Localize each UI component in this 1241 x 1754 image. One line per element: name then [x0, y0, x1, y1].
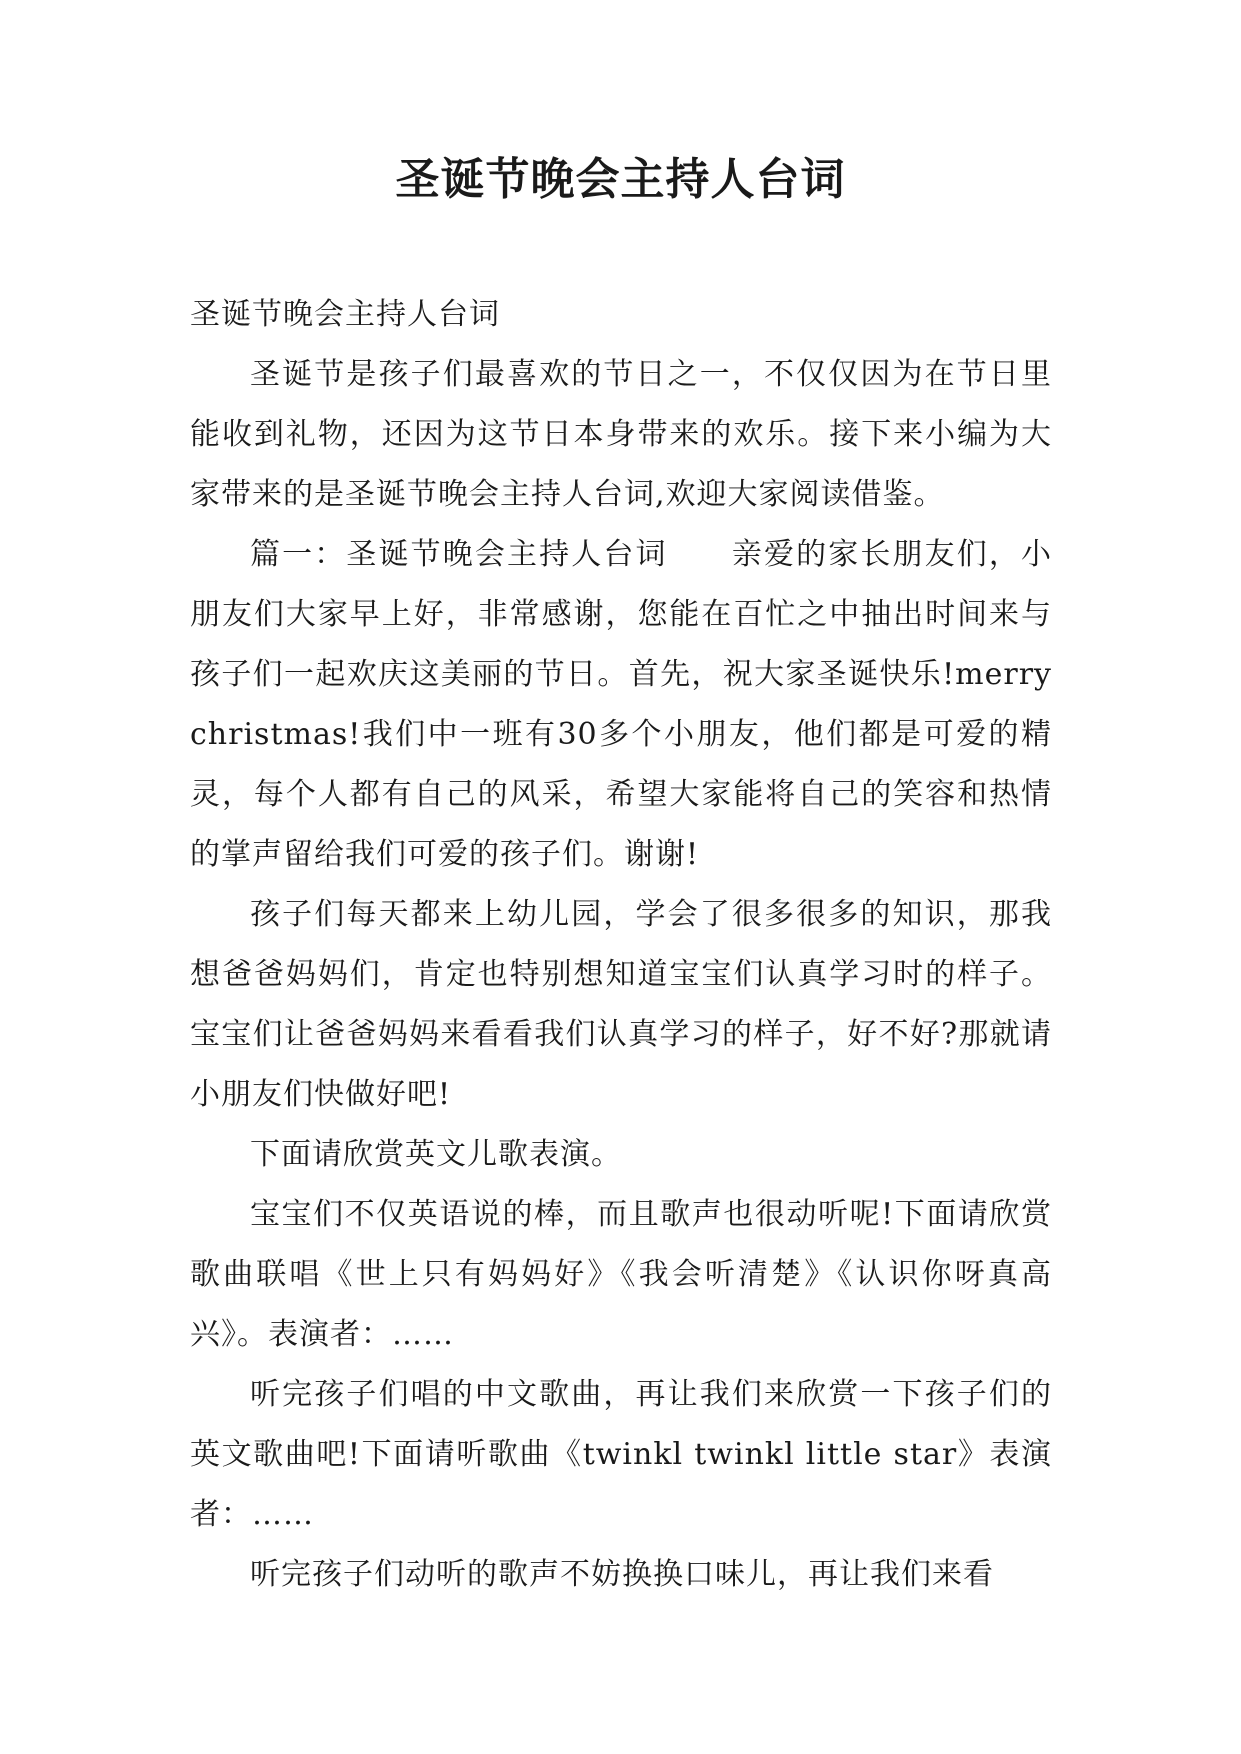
paragraph-next-act: 听完孩子们动听的歌声不妨换换口味儿，再让我们来看: [250, 1557, 994, 1592]
paragraph-learning: 孩子们每天都来上幼儿园，学会了很多很多的知识，那我想爸爸妈妈们，肯定也特别想知道宝宝们认真学习时的样子。宝宝们让爸爸妈妈来看看我们认真学习的样子，好不好?那就请小朋友们快做好吧!: [190, 897, 1052, 1112]
document-title: 圣诞节晚会主持人台词: [395, 154, 846, 205]
document-body: [190, 285, 1052, 1605]
paragraph-medley: 宝宝们不仅英语说的棒，而且歌声也很动听呢!下面请欣赏歌曲联唱《世上只有妈妈好》《我会听清楚》《认识你呀真高兴》。表演者：……: [190, 1197, 1052, 1352]
paragraph-english-song: 听完孩子们唱的中文歌曲，再让我们来欣赏一下孩子们的英文歌曲吧!下面请听歌曲《twinkl twinkl little star》表演者：……: [190, 1377, 1052, 1532]
paragraph-english-song-show: 下面请欣赏英文儿歌表演。: [250, 1137, 622, 1172]
paragraph-intro: 圣诞节是孩子们最喜欢的节日之一，不仅仅因为在节日里能收到礼物，还因为这节日本身带来的欢乐。接下来小编为大家带来的是圣诞节晚会主持人台词,欢迎大家阅读借鉴。: [190, 357, 1052, 512]
paragraph-opening-speech: 篇一：圣诞节晚会主持人台词 亲爱的家长朋友们，小朋友们大家早上好，非常感谢，您能在百忙之中抽出时间来与孩子们一起欢庆这美丽的节日。首先，祝大家圣诞快乐!merry christmas!我们中一班有30多个小朋友，他们都是可爱的精灵，每个人都有自己的风采，希望大家能将自己的笑容和热情的掌声留给我们可爱的孩子们。谢谢!: [190, 537, 1052, 872]
document-subtitle: 圣诞节晚会主持人台词: [190, 297, 500, 332]
